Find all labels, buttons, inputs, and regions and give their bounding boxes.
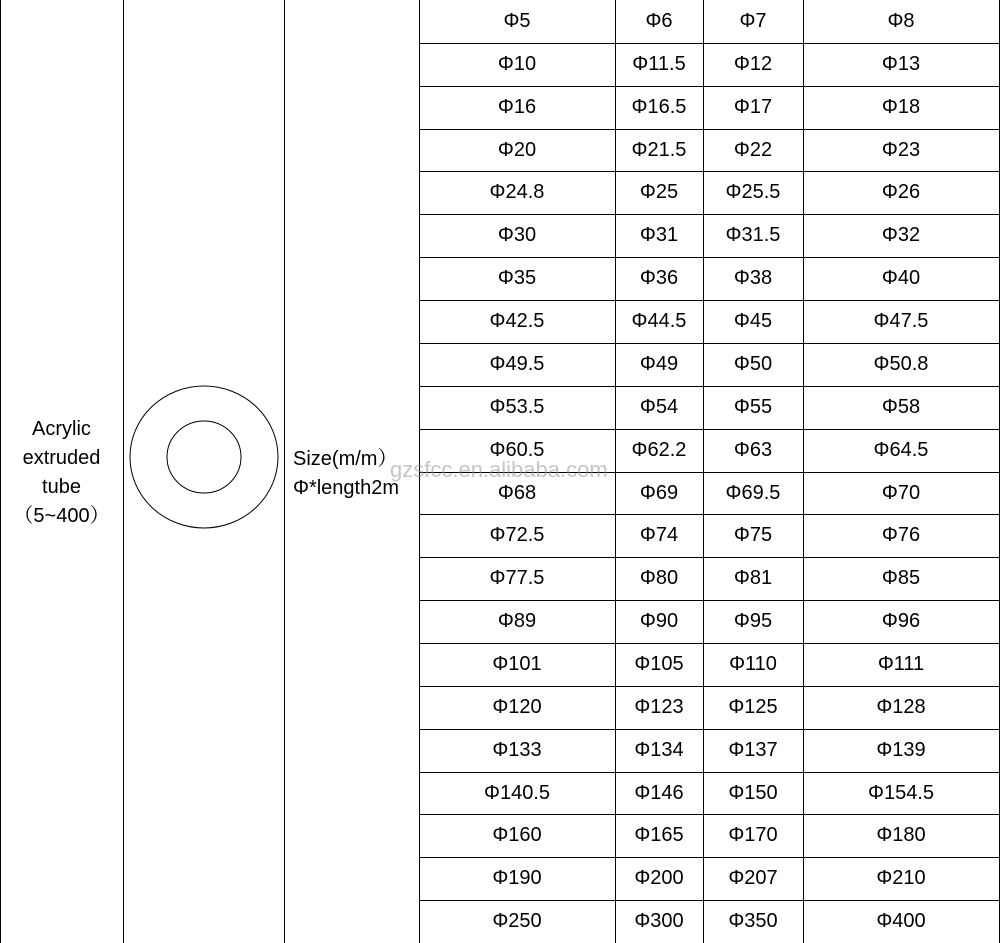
size-cell: Φ30 <box>497 224 537 246</box>
size-cell: Φ170 <box>728 824 778 846</box>
size-cell: Φ25.5 <box>725 181 781 203</box>
size-cell: Φ200 <box>634 867 684 889</box>
column-divider-1 <box>123 0 124 943</box>
size-cell: Φ18 <box>881 96 921 118</box>
size-cell: Φ101 <box>492 653 542 675</box>
size-cell: Φ60.5 <box>489 439 545 461</box>
size-cell: Φ7 <box>739 10 767 32</box>
product-size-range: （5~400） <box>13 505 110 527</box>
size-cell: Φ40 <box>881 267 921 289</box>
size-cell: Φ111 <box>877 653 925 675</box>
size-cell: Φ150 <box>728 782 778 804</box>
size-cell: Φ35 <box>497 267 537 289</box>
size-cell: Φ17 <box>733 96 773 118</box>
size-cell: Φ44.5 <box>631 310 687 332</box>
size-cell: Φ63 <box>733 439 773 461</box>
size-cell: Φ72.5 <box>489 524 545 546</box>
size-cell: Φ139 <box>876 739 926 761</box>
size-cell: Φ154.5 <box>867 782 934 804</box>
watermark: gzsfcc.en.alibaba.com <box>390 457 608 482</box>
size-cell: Φ12 <box>733 53 773 75</box>
size-cell: Φ250 <box>492 910 542 932</box>
size-cell: Φ42.5 <box>489 310 545 332</box>
size-cell: Φ20 <box>497 139 537 161</box>
size-cell: Φ96 <box>881 610 921 632</box>
size-cell: Φ146 <box>634 782 684 804</box>
size-cell: Φ110 <box>729 653 777 675</box>
size-length-label: Φ*length2m <box>293 477 400 499</box>
size-cell: Φ68 <box>497 482 537 504</box>
size-cell: Φ38 <box>733 267 773 289</box>
size-cell: Φ24.8 <box>489 181 545 203</box>
size-cell: Φ16 <box>497 96 537 118</box>
size-cell: Φ75 <box>733 524 773 546</box>
size-cell: Φ165 <box>634 824 684 846</box>
size-cell: Φ105 <box>634 653 684 675</box>
size-cell: Φ77.5 <box>489 567 545 589</box>
size-cell: Φ13 <box>881 53 921 75</box>
size-cell: Φ400 <box>876 910 926 932</box>
product-name-line-2: extruded <box>22 447 101 469</box>
tube-cross-section-icon <box>128 384 280 530</box>
size-cell: Φ120 <box>492 696 542 718</box>
size-cell: Φ53.5 <box>489 396 545 418</box>
size-cell: Φ6 <box>645 10 673 32</box>
size-cell: Φ90 <box>639 610 679 632</box>
size-cell: Φ62.2 <box>631 439 687 461</box>
size-cell: Φ74 <box>639 524 679 546</box>
size-cell: Φ45 <box>733 310 773 332</box>
size-cell: Φ140.5 <box>483 782 550 804</box>
size-cell: Φ22 <box>733 139 773 161</box>
size-cell: Φ49.5 <box>489 353 545 375</box>
size-cell: Φ89 <box>497 610 537 632</box>
size-cell: Φ31 <box>639 224 679 246</box>
size-cell: Φ50.8 <box>873 353 929 375</box>
size-cell: Φ76 <box>881 524 921 546</box>
size-cell: Φ85 <box>881 567 921 589</box>
size-cell: Φ23 <box>881 139 921 161</box>
size-cell: Φ69.5 <box>725 482 781 504</box>
size-cell: Φ16.5 <box>631 96 687 118</box>
size-cell: Φ190 <box>492 867 542 889</box>
size-cell: Φ31.5 <box>725 224 781 246</box>
size-cell: Φ300 <box>634 910 684 932</box>
size-cell: Φ32 <box>881 224 921 246</box>
column-divider-2 <box>284 0 285 943</box>
size-cell: Φ350 <box>728 910 778 932</box>
size-cell: Φ80 <box>639 567 679 589</box>
size-cell: Φ128 <box>876 696 926 718</box>
size-cell: Φ137 <box>728 739 778 761</box>
size-cell: Φ49 <box>639 353 679 375</box>
size-cell: Φ160 <box>492 824 542 846</box>
product-name-line-3: tube <box>42 476 81 498</box>
size-cell: Φ36 <box>639 267 679 289</box>
size-cell: Φ54 <box>639 396 679 418</box>
size-cell: Φ64.5 <box>873 439 929 461</box>
size-cell: Φ25 <box>639 181 679 203</box>
size-cell: Φ47.5 <box>873 310 929 332</box>
size-cell: Φ69 <box>639 482 679 504</box>
size-cell: Φ11.5 <box>632 53 686 75</box>
size-cell: Φ133 <box>492 739 542 761</box>
product-name <box>0 415 123 531</box>
size-description <box>293 445 399 503</box>
size-cell: Φ58 <box>881 396 921 418</box>
size-cell: Φ10 <box>497 53 537 75</box>
size-cell: Φ81 <box>733 567 773 589</box>
size-cell: Φ180 <box>876 824 926 846</box>
product-name-line-1: Acrylic <box>32 418 91 440</box>
size-unit-label: Size(m/m） <box>293 448 398 470</box>
size-cell: Φ70 <box>881 482 921 504</box>
size-cell: Φ55 <box>733 396 773 418</box>
size-cell: Φ50 <box>733 353 773 375</box>
size-cell: Φ125 <box>728 696 778 718</box>
size-cell: Φ123 <box>634 696 684 718</box>
size-cell: Φ207 <box>728 867 778 889</box>
size-cell: Φ5 <box>503 10 531 32</box>
size-cell: Φ95 <box>733 610 773 632</box>
size-cell: Φ8 <box>887 10 915 32</box>
size-cell: Φ21.5 <box>631 139 687 161</box>
size-cell: Φ210 <box>876 867 926 889</box>
size-cell: Φ26 <box>881 181 921 203</box>
size-cell: Φ134 <box>634 739 684 761</box>
